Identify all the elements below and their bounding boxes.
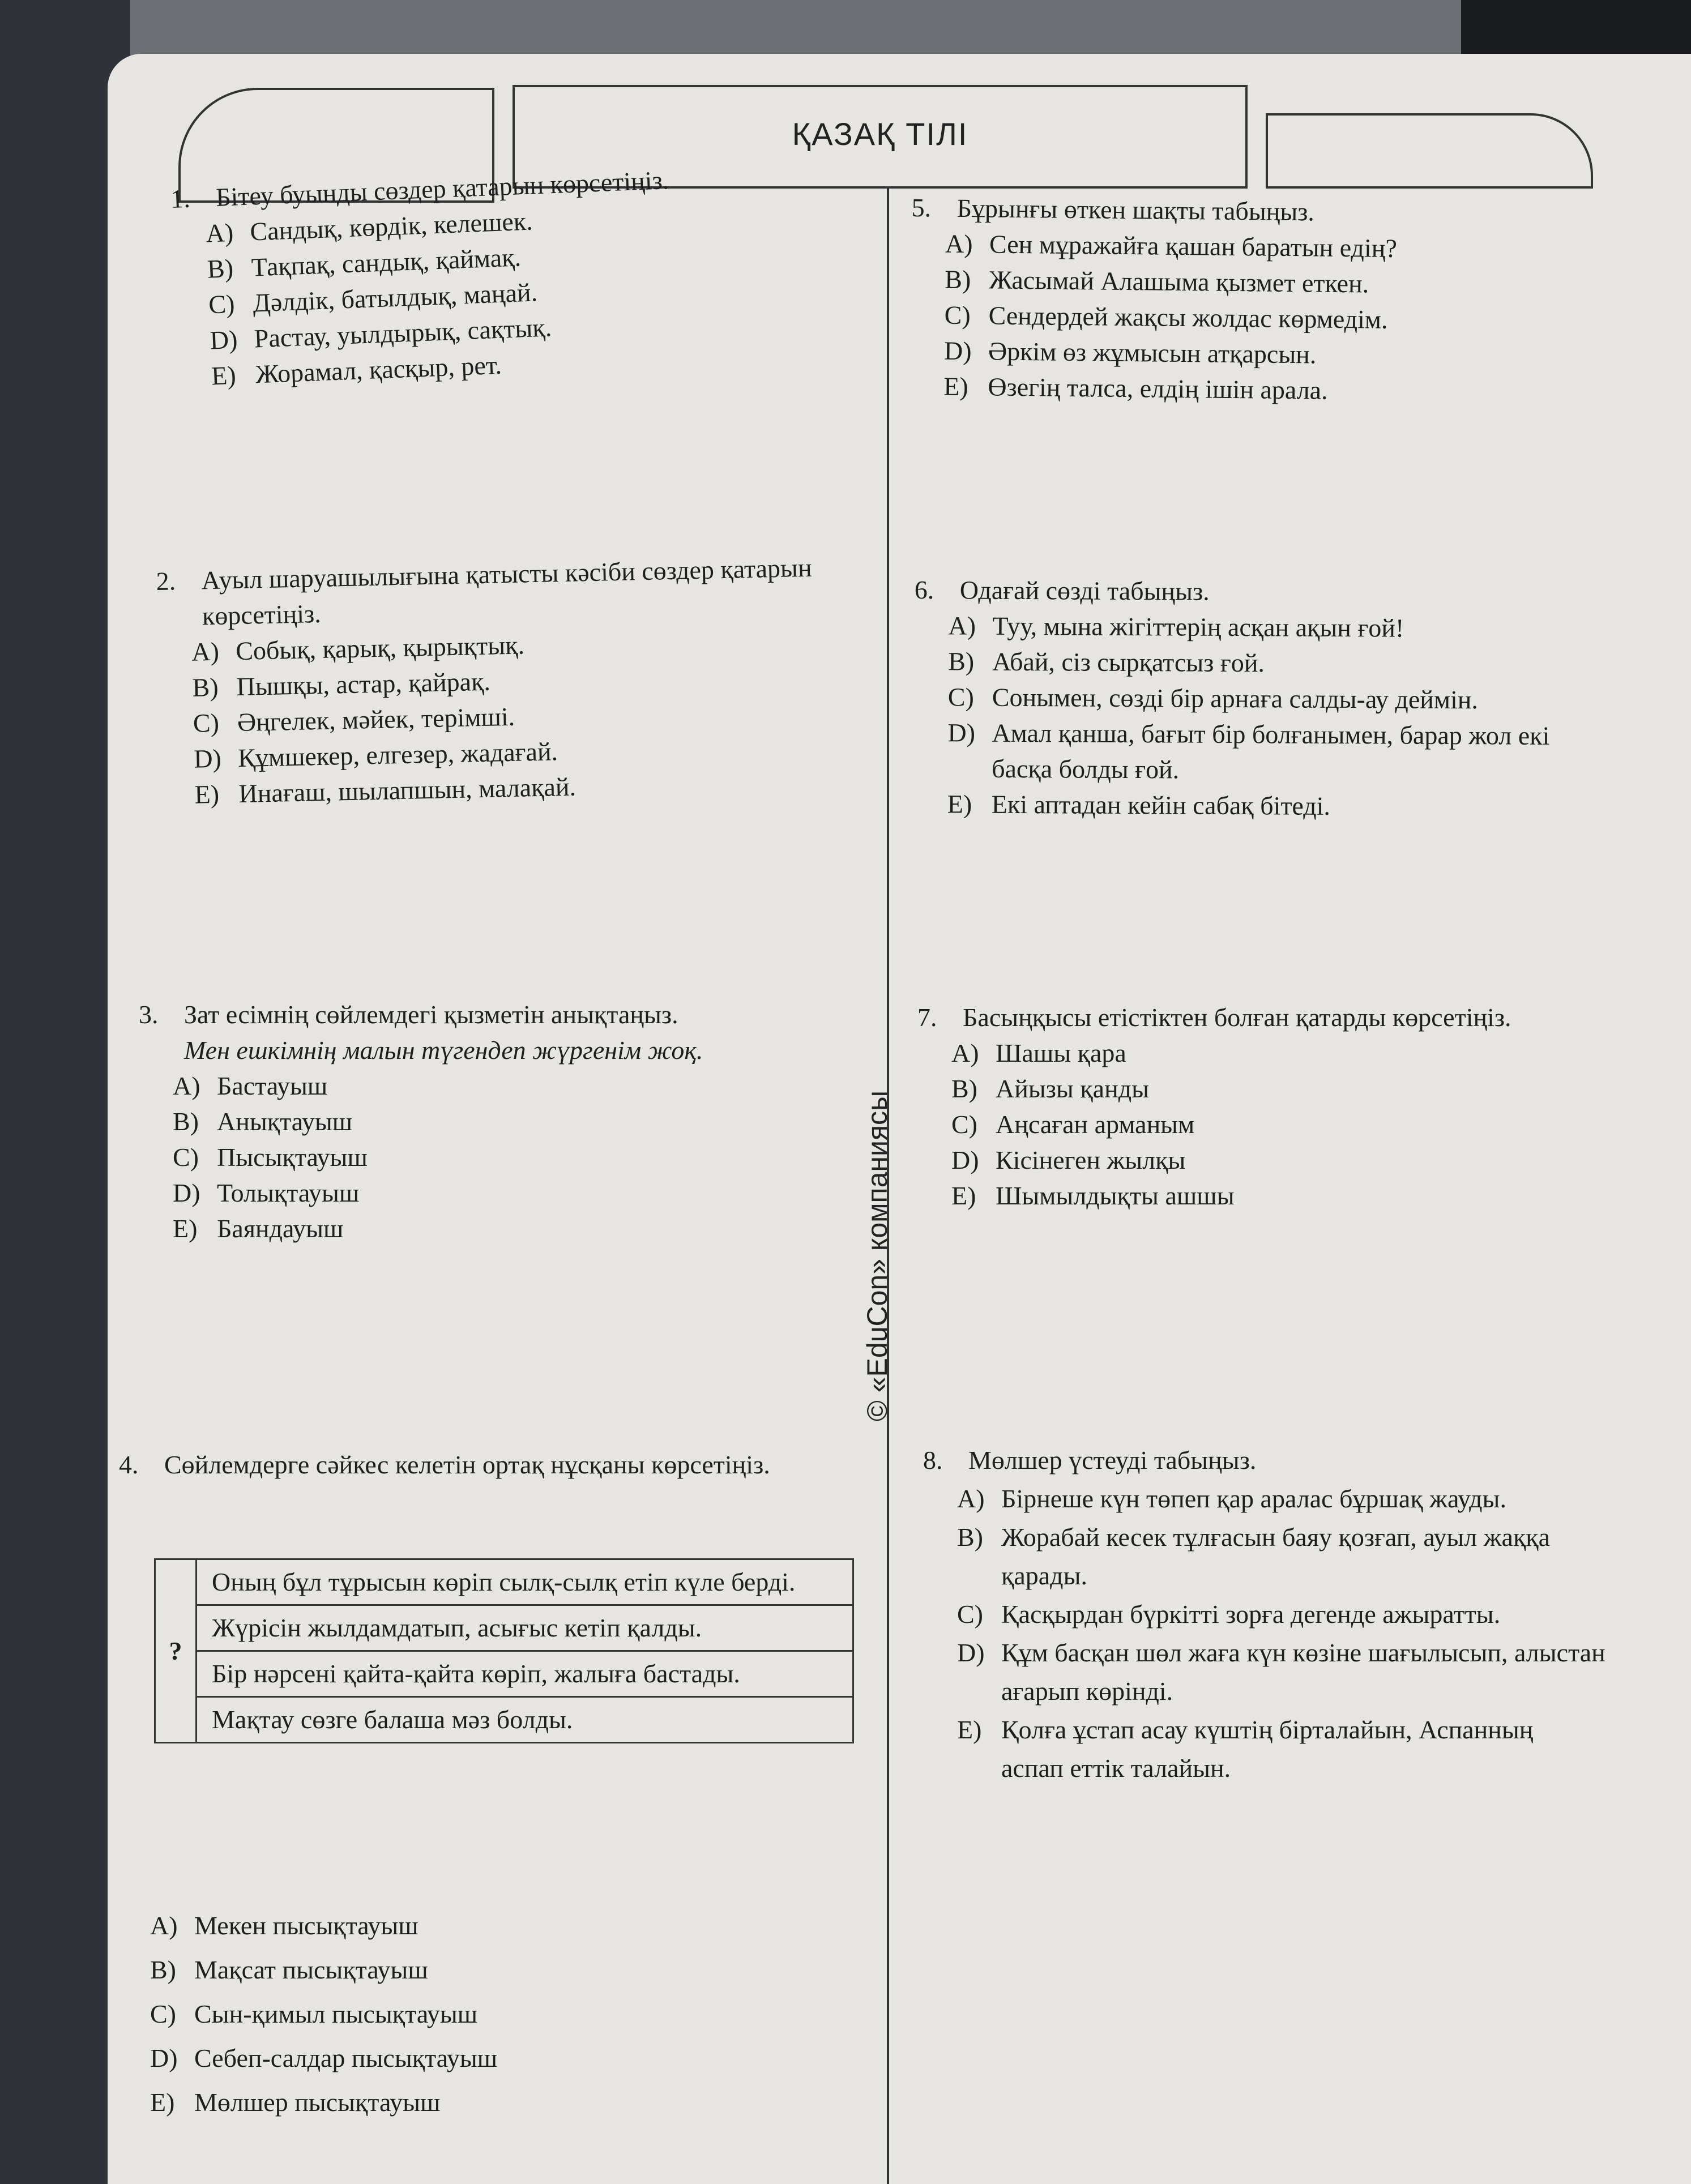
- option-b: B) Анықтауыш: [173, 1107, 353, 1136]
- option-d: D) Кісінеген жылқы: [951, 1146, 1186, 1174]
- question-stem: Зат есімнің сөйлемдегі қызметін анықтаңыз.: [184, 1000, 678, 1029]
- table-row: Жүрісін жылдамдатып, асығыс кетіп қалды.: [197, 1605, 853, 1651]
- option-c: C) Әңгелек, мәйек, терімші.: [193, 702, 515, 738]
- option-c: C) Пысықтауыш: [173, 1143, 368, 1172]
- option-a: A) Мекен пысықтауыш: [150, 1911, 419, 1940]
- option-d: D) Әркім өз жұмысын атқарсын.: [943, 336, 1317, 369]
- header-box-right: [1266, 113, 1593, 189]
- question-2: [156, 549, 863, 813]
- option-b: B) Жасымай Алашыма қызмет еткен.: [945, 264, 1369, 298]
- table-row: Оның бұл тұрысын көріп сылқ-сылқ етіп күле берді.: [197, 1559, 853, 1605]
- option-d: D) Құмшекер, елгезер, жадағай.: [193, 737, 558, 773]
- question-number: 8.: [923, 1446, 943, 1474]
- option-d: D) Себеп-салдар пысықтауыш: [150, 2044, 498, 2072]
- question-number: 1.: [170, 183, 191, 213]
- question-3: [139, 997, 864, 1246]
- question-number: 4.: [119, 1450, 139, 1479]
- option-e: E) Инағаш, шылапшын, малақай.: [194, 772, 577, 809]
- question-7: [917, 999, 1654, 1213]
- question-4: [119, 1447, 855, 1482]
- question-5: [909, 190, 1648, 412]
- option-e: E) Өзегің талса, елдің ішін арала.: [943, 371, 1328, 405]
- option-c: C) Аңсаған арманым: [951, 1110, 1195, 1139]
- question-number: 7.: [917, 1003, 937, 1032]
- option-d: D) Толықтауыш: [173, 1178, 360, 1207]
- option-b: B) Абай, сіз сырқатсыз ғой.: [948, 647, 1265, 678]
- option-c: C) Сын-қимыл пысықтауыш: [150, 1999, 478, 2028]
- example-sentence: Мен ешкімнің малын түгендеп жүргенім жоқ.: [184, 1036, 703, 1065]
- option-b: B) Пышқы, астар, қайрақ.: [192, 666, 491, 702]
- option-c: C) Сендердей жақсы жолдас көрмедім.: [944, 300, 1388, 334]
- option-c: C) Дәлдік, батылдық, маңай.: [208, 277, 538, 319]
- option-e: E) Баяндауыш: [173, 1214, 344, 1243]
- option-e: E) Жорамал, қасқыр, рет.: [211, 350, 502, 391]
- question-stem: Ауыл шаруашылығына қатысты кәсіби сөздер қатарын көрсетіңіз.: [201, 553, 813, 631]
- table-row: Бір нәрсені қайта-қайта көріп, жалыға бастады.: [197, 1651, 853, 1697]
- option-b: B) Жорабай кесек тұлғасын баяу қозғап, ауыл жаққа қарады.: [957, 1523, 1551, 1590]
- question-stem: Бітеу буынды сөздер қатарын көрсетіңіз.: [215, 165, 670, 212]
- question-stem: Бұрынғы өткен шақты табыңыз.: [956, 193, 1315, 226]
- option-e: E) Екі аптадан кейін сабақ бітеді.: [947, 789, 1331, 820]
- question-stem: Басыңқысы етістіктен болған қатарды көрсетіңіз.: [963, 1003, 1511, 1032]
- question-number: 3.: [139, 1000, 159, 1029]
- question-number: 2.: [156, 566, 176, 596]
- option-a: A) Сандық, көрдік, келешек.: [205, 206, 533, 248]
- option-e: E) Мөлшер пысықтауыш: [150, 2088, 441, 2117]
- question-6: [913, 572, 1651, 826]
- question-number: 5.: [911, 193, 932, 223]
- option-d: D) Амал қанша, бағыт бір болғанымен, барар жол екі басқа болды ғой.: [947, 718, 1550, 784]
- question-number: 6.: [914, 575, 934, 605]
- table-question-mark: ?: [155, 1559, 197, 1743]
- option-a: A) Сен мұражайға қашан баратын едің?: [945, 229, 1398, 263]
- question-stem: Сөйлемдерге сәйкес келетін ортақ нұсқаны көрсетіңіз.: [164, 1450, 770, 1479]
- table-row: Мақтау сөзге балаша мәз болды.: [197, 1697, 853, 1743]
- option-b: B) Тақпақ, сандық, қаймақ.: [207, 242, 522, 284]
- option-a: A) Бастауыш: [173, 1071, 328, 1100]
- option-a: A) Шашы қара: [951, 1038, 1126, 1067]
- watermark-text: [861, 1365, 894, 1421]
- question-stem: Мөлшер үстеуді табыңыз.: [968, 1446, 1257, 1474]
- option-e: E) Шымылдықты ашшы: [951, 1181, 1235, 1210]
- option-a: A) Собық, қарық, қырықтық.: [191, 630, 525, 666]
- question-4-options: [116, 1904, 852, 2125]
- option-c: C) Сонымен, сөзді бір арнаға салды-ау деймін.: [947, 682, 1479, 715]
- option-e: E) Қолға ұстап асау күштің бірталайын, Аспанның аспап еттік талайын.: [957, 1715, 1534, 1783]
- option-a: A) Туу, мына жігіттерің асқан ақын ғой!: [948, 611, 1404, 643]
- option-d: D) Растау, уылдырық, сақтық.: [209, 313, 552, 355]
- question-8: [923, 1441, 1671, 1788]
- subject-title: ҚАЗАҚ ТІЛІ: [792, 116, 968, 152]
- option-a: A) Бірнеше күн төпеп қар аралас бұршақ жауды.: [957, 1484, 1506, 1513]
- option-b: B) Айызы қанды: [951, 1074, 1150, 1103]
- sentences-table: [154, 1558, 854, 1743]
- question-1: [170, 154, 880, 395]
- option-c: C) Қасқырдан бүркітті зорға дегенде ажыратты.: [957, 1600, 1501, 1629]
- option-b: B) Мақсат пысықтауыш: [150, 1955, 428, 1984]
- option-d: D) Құм басқан шөл жаға күн көзіне шағылысып, алыстан ағарып көрінді.: [957, 1638, 1605, 1706]
- question-stem: Одағай сөзді табыңыз.: [959, 575, 1210, 606]
